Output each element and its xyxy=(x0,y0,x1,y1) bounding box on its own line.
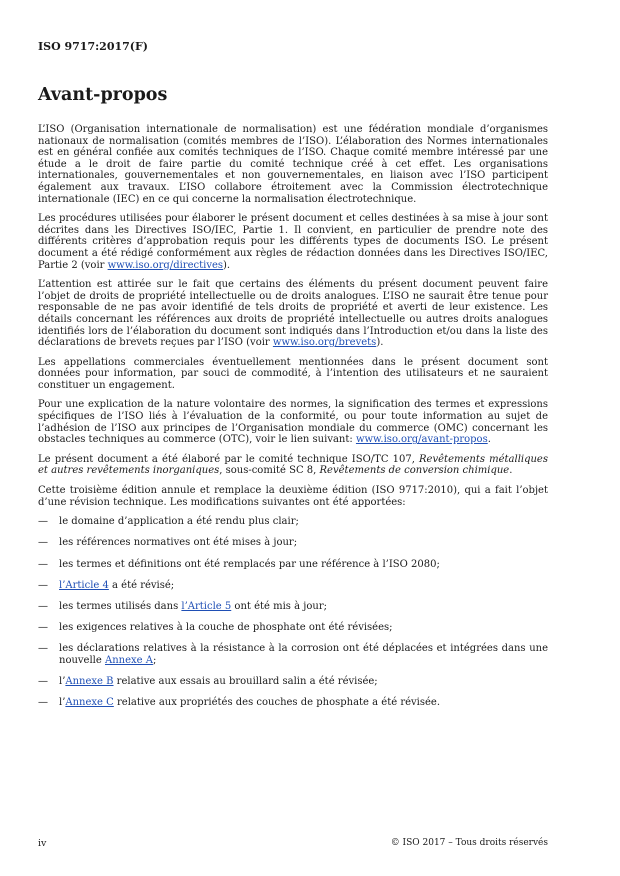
directives-link[interactable]: www.iso.org/directives xyxy=(107,259,224,271)
paragraph-voluntary-nature: Pour une explication de la nature volontaire des normes, la signification des termes et expressions spécifiques de l’ISO liés à l’évaluation de la conformité, ou pour toute information au sujet de l’adhésion de l’ISO aux principes de l’Organisation mondiale du commerce (OMC) concernant les obstacles techniques au commerce (OTC), voir le lien suivant: www.iso.org/avant-propos. xyxy=(38,399,548,446)
list-item: — les termes et définitions ont été remplacés par une référence à l’ISO 2080; xyxy=(38,558,440,570)
article-5-link[interactable]: l’Article 5 xyxy=(181,600,232,612)
annex-b-link[interactable]: Annexe B xyxy=(65,676,114,688)
paragraph-edition: Cette troisième édition annule et remplace la deuxième édition (ISO 9717:2010), qui a fait l’objet d’une révision technique. Les modifications suivantes ont été apportées: xyxy=(38,485,548,508)
list-item: — l’Article 4 a été révisé; xyxy=(38,579,175,591)
list-item: — les références normatives ont été mises à jour; xyxy=(38,537,298,549)
list-item: — les exigences relatives à la couche de phosphate ont été révisées; xyxy=(38,622,393,634)
page-number: iv xyxy=(38,838,47,849)
list-item: — les déclarations relatives à la résistance à la corrosion ont été déplacées et intégrées dans une nouvelle Annexe A; xyxy=(38,643,548,666)
article-4-link[interactable]: l’Article 4 xyxy=(59,579,109,591)
paragraph-committee: Le présent document a été élaboré par le comité technique ISO/TC 107, Revêtements métalliques et autres revêtements inorganiques, sous-comité SC 8, Revêtements de conversion chimique. xyxy=(38,453,548,477)
copyright-notice: © ISO 2017 – Tous droits réservés xyxy=(390,838,548,848)
paragraph-iso-intro: L’ISO (Organisation internationale de normalisation) est une fédération mondiale d’organismes nationaux de normalisation (comités membres de l’ISO). L’élaboration des Normes internationales est en général confiée aux comités techniques de l’ISO. Chaque comité membre intéressé par une étude a le droit de faire partie du comité technique créé à cet effet. Les organisations internationales, gouvernementales et non gouvernementales, en liaison avec l’ISO participent également aux travaux. L’ISO collabore étroitement avec la Commission électrotechnique internationale (IEC) en ce qui concerne la normalisation électrotechnique. xyxy=(38,124,548,205)
patents-link[interactable]: www.iso.org/brevets xyxy=(272,337,377,349)
list-item: — l’Annexe C relative aux propriétés des couches de phosphate a été révisée. xyxy=(38,697,441,709)
page-title: Avant-propos xyxy=(38,85,168,105)
changes-list xyxy=(38,516,548,709)
foreword-body xyxy=(38,124,548,719)
list-item: — le domaine d’application a été rendu plus clair; xyxy=(38,516,299,528)
standard-identifier: ISO 9717:2017(F) xyxy=(38,40,149,53)
paragraph-trade-names: Les appellations commerciales éventuellement mentionnées dans le présent document sont données pour information, par souci de commodité, à l’intention des utilisateurs et ne sauraient constituer un engagement. xyxy=(38,356,548,391)
annex-c-link[interactable]: Annexe C xyxy=(65,697,114,709)
list-item: — l’Annexe B relative aux essais au brouillard salin a été révisée; xyxy=(38,676,378,688)
paragraph-directives: Les procédures utilisées pour élaborer le présent document et celles destinées à sa mise à jour sont décrites dans les Directives ISO/IEC, Partie 1. Il convient, en particulier de prendre note des différents critères d’approbation requis pour les différents types de documents ISO. Le présent document a été rédigé conformément aux règles de rédaction données dans les Directives ISO/IEC, Partie 2 (voir www.iso.org/directives). xyxy=(38,213,548,271)
annex-a-link[interactable]: Annexe A xyxy=(104,654,153,666)
foreword-link[interactable]: www.iso.org/avant-propos xyxy=(355,434,488,446)
paragraph-patents: L’attention est attirée sur le fait que certains des éléments du présent document peuvent faire l’objet de droits de propriété intellectuelle ou de droits analogues. L’ISO ne saurait être tenue pour responsable de ne pas avoir identifié de tels droits de propriété et averti de leur existence. Les détails concernant les références aux droits de propriété intellectuelle ou autres droits analogues identifiés lors de l’élaboration du document sont indiqués dans l’Introduction et/ou dans la liste des déclarations de brevets reçues par l’ISO (voir www.iso.org/brevets). xyxy=(38,279,548,349)
list-item: — les termes utilisés dans l’Article 5 ont été mis à jour; xyxy=(38,600,327,612)
